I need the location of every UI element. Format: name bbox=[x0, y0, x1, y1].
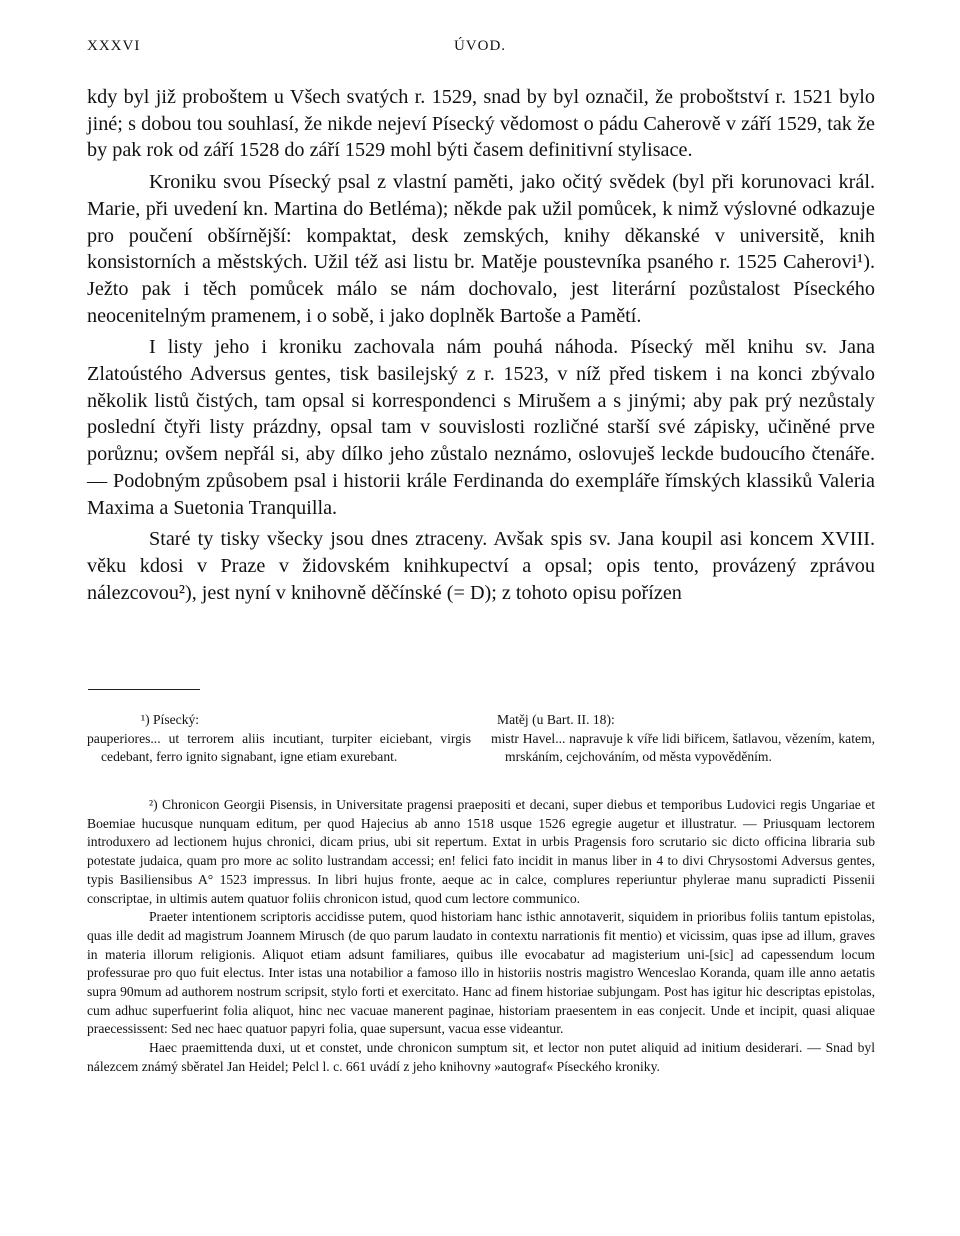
paragraph-3: I listy jeho i kroniku zachovala nám pouhá náhoda. Písecký měl knihu sv. Jana Zlatoústého Adversus gentes, tisk basilejský z r. 1523, v níž před tiskem i na konci zbývalo několik listů čistých, tam opsal si korrespondenci s Mirušem a s jinými; aby pak prý nezůstaly poslední čtyři listy prázdny, opsal tam v souvislosti rozličné starší své zápisky, učiněné prve porůznu; ovšem nepřál si, aby dílko jeho zůstalo neznámo, oslovuješ leckde budoucího čtenáře. — Podobným způsobem psal i historii krále Ferdinanda do exempláře římských klassiků Valeria Maxima a Suetonia Tranquilla. bbox=[87, 336, 875, 519]
footnote-1-left-column bbox=[87, 711, 471, 767]
paragraph-4: Staré ty tisky všecky jsou dnes ztraceny. Avšak spis sv. Jana koupil asi koncem XVIII. věku kdosi v Praze v židovském knihkupectví a opsal; opis tento, provázený zprávou nálezcovou²), jest nyní v knihovně děčínské (= D); z tohoto opisu pořízen bbox=[87, 528, 875, 604]
footnote-1-right-column bbox=[491, 711, 875, 767]
footnote-2-paragraph-2: Praeter intentionem scriptoris accidisse putem, quod historiam hanc isthic annotaverit, siquidem in prioribus foliis tantum epistolas, quas ille dedit ad magistrum Joannem Mirusch (de quo parum laudato in contextu narrationis fit mentio) et vicissim, quas ipse ad illum, graves in materia illorum religionis. Aliquot etiam adsunt familiares, quibus ille evocabatur ad magisterium uni-[sic] ad capessendum locum professurae pro quo fuit electus. Inter istas una notabilior a famoso illo in historiis nostris magistro Wenceslao Koranda, quam ille anno aetatis supra 90mum ad authorem nostrum scripsit, stylo forti et exercitato. Hanc ad finem historiae subjungam. Post has igitur hic descriptas epistolas, cum adhuc superfuerint folia aliquot, hinc nec vacuae manerent paginae, historiam praesentem in eas conjecit. Unde et incipit, quasi aliquae praecessissent: Sed nec haec quatuor papyri folia, quae supersunt, vacua esse videantur. bbox=[87, 909, 875, 1037]
page-title: ÚVOD. bbox=[453, 38, 507, 54]
footnote-1 bbox=[87, 711, 875, 767]
footnote-1-left-heading: ¹) Písecký: bbox=[141, 712, 200, 727]
paragraph-2: Kroniku svou Písecký psal z vlastní paměti, jako očitý svědek (byl při korunovaci král. Marie, při uvedení kn. Martina do Betléma); někde pak užil pomůcek, k nimž výslovné odkazuje pro poučení obšírnější: kompaktat, desk zemských, knihy děkanské v universitě, knih konsistorních a městských. Užil též asi listu br. Matěje poustevníka psaného r. 1525 Caherovi¹). Ježto pak i těch pomůcek málo se nám dochovalo, jest literární pozůstalost Píseckého neocenitelným pramenem, i o sobě, i jako doplněk Bartoše a Pamětí. bbox=[87, 171, 875, 327]
footnote-divider bbox=[88, 689, 200, 690]
footnote-1-right-heading: Matěj (u Bart. II. 18): bbox=[497, 712, 615, 727]
footnote-2 bbox=[87, 796, 875, 1077]
footnote-2-paragraph-3: Haec praemittenda duxi, ut et constet, unde chronicon sumptum sit, et lector non putet aliquid ad initium desiderari. — Snad byl nálezcem známý sběratel Jan Heidel; Pelcl l. c. 661 uvádí z jeho knihovny »autograf« Píseckého kroniky. bbox=[87, 1040, 875, 1074]
running-head bbox=[87, 38, 873, 58]
footnote-1-left-text: pauperiores... ut terrorem aliis incutiant, turpiter eiciebant, virgis cedebant, ferro ignito signabant, igne etiam exurebant. bbox=[87, 730, 471, 765]
main-text bbox=[87, 84, 875, 611]
paragraph-1: kdy byl již proboštem u Všech svatých r. 1529, snad by byl označil, že proboštství r. 1521 bylo jiné; s dobou tou souhlasí, že nikde nejeví Písecký vědomost o pádu Caherově v září 1529, tak že by pak rok od září 1528 do září 1529 mohl býti časem definitivní stylisace. bbox=[87, 86, 875, 162]
page-number: XXXVI bbox=[87, 38, 141, 54]
footnote-1-right-text: mistr Havel... napravuje k víře lidi biřicem, šatlavou, vězením, katem, mrskáním, cejchováním, od města vypověděním. bbox=[491, 730, 875, 765]
footnote-2-paragraph-1: ²) Chronicon Georgii Pisensis, in Universitate pragensi praepositi et decani, super diebus et temporibus Ludovici regis Ungariae et Boemiae hucusque nunquam editum, per quod Hajecius ab anno 1518 usque 1526 egregie augetur et illustratur. — Priusquam lectorem introduxero ad lectionem hujus chronici, dicam prius, ubi sit repertum. Extat in urbis Pragensis foro scrutario sic dicto officina libraria sub potestate judaica, quam pro more ac solito lustrandam accessi; en! felici fato incidit in manus liber in 4 to divi Chrysostomi Adversus gentes, typis Basiliensibus A° 1523 impressus. In libri hujus fronte, aeque ac in calce, complures reperiuntur phylerae manu supradicti Pissenii conscriptae, in ultimis autem quatuor foliis chronicon istud, quod cum lectore communico. bbox=[87, 797, 875, 906]
